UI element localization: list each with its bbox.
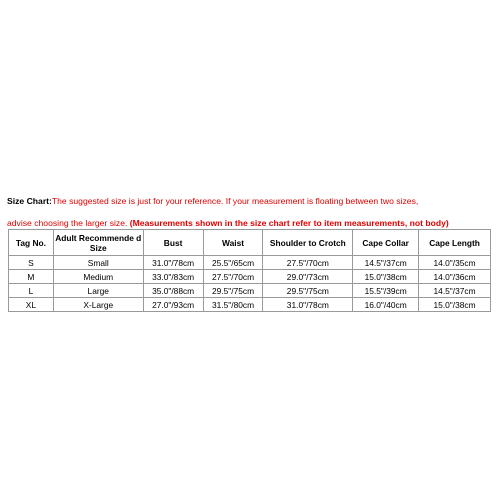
cell-size: Small	[53, 256, 143, 270]
cell-tag: XL	[9, 298, 54, 312]
table-row	[9, 298, 491, 312]
table-row	[9, 284, 491, 298]
cell-shoulder-to-crotch: 29.0"/73cm	[263, 270, 353, 284]
cell-tag: S	[9, 256, 54, 270]
cell-bust: 27.0"/93cm	[143, 298, 203, 312]
size-table	[8, 229, 491, 312]
cell-size: X-Large	[53, 298, 143, 312]
cell-shoulder-to-crotch: 31.0"/78cm	[263, 298, 353, 312]
cell-size: Medium	[53, 270, 143, 284]
header-recommended-size: Adult Recommende d Size	[53, 230, 143, 256]
cell-cape-length: 14.0"/36cm	[419, 270, 491, 284]
size-chart-intro	[7, 190, 497, 234]
cell-cape-length: 14.5"/37cm	[419, 284, 491, 298]
table-row	[9, 256, 491, 270]
cell-cape-collar: 16.0"/40cm	[353, 298, 419, 312]
header-bust: Bust	[143, 230, 203, 256]
cell-bust: 35.0"/88cm	[143, 284, 203, 298]
cell-cape-length: 15.0"/38cm	[419, 298, 491, 312]
cell-bust: 33.0"/83cm	[143, 270, 203, 284]
header-tag-no: Tag No.	[9, 230, 54, 256]
cell-bust: 31.0"/78cm	[143, 256, 203, 270]
measurement-note: (Measurements shown in the size chart refer to item measurements, not body)	[129, 218, 449, 228]
table-row	[9, 270, 491, 284]
size-chart-label: Size Chart:	[7, 196, 52, 206]
cell-cape-collar: 15.5"/39cm	[353, 284, 419, 298]
cell-cape-length: 14.0"/35cm	[419, 256, 491, 270]
cell-waist: 27.5"/70cm	[203, 270, 263, 284]
cell-shoulder-to-crotch: 29.5"/75cm	[263, 284, 353, 298]
cell-size: Large	[53, 284, 143, 298]
header-shoulder-to-crotch: Shoulder to Crotch	[263, 230, 353, 256]
cell-shoulder-to-crotch: 27.5"/70cm	[263, 256, 353, 270]
cell-waist: 31.5"/80cm	[203, 298, 263, 312]
header-cape-collar: Cape Collar	[353, 230, 419, 256]
header-cape-length: Cape Length	[419, 230, 491, 256]
cell-tag: M	[9, 270, 54, 284]
header-row	[9, 230, 491, 256]
cell-cape-collar: 15.0"/38cm	[353, 270, 419, 284]
reference-note: The suggested size is just for your reference. If your measurement is floating between two sizes,	[51, 196, 419, 206]
intro-line-1	[7, 190, 497, 212]
larger-size-advice: advise choosing the larger size.	[7, 218, 128, 228]
cell-cape-collar: 14.5"/37cm	[353, 256, 419, 270]
cell-tag: L	[9, 284, 54, 298]
cell-waist: 25.5"/65cm	[203, 256, 263, 270]
cell-waist: 29.5"/75cm	[203, 284, 263, 298]
header-waist: Waist	[203, 230, 263, 256]
